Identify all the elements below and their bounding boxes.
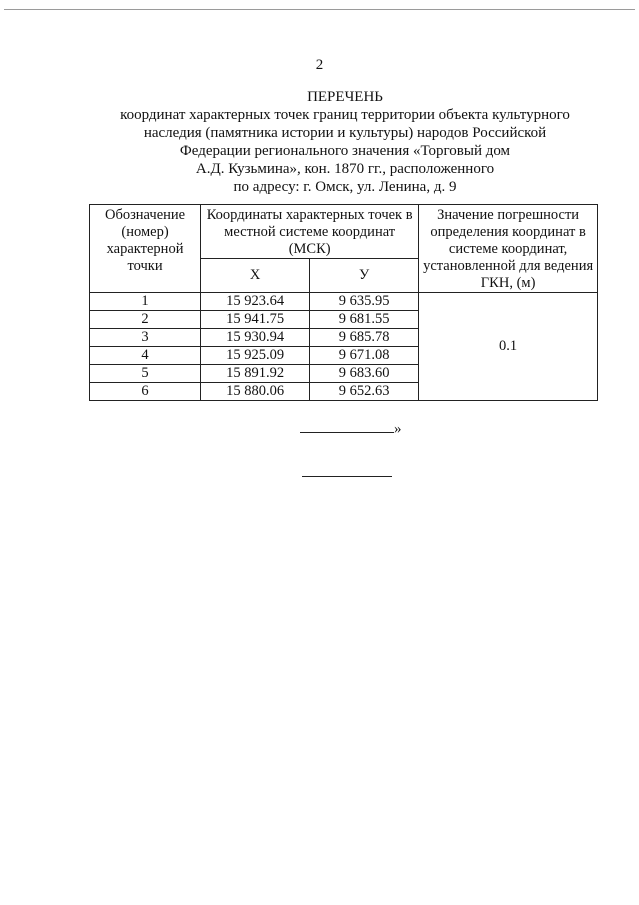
- coord-y: 9 635.95: [310, 293, 419, 311]
- point-number: 3: [90, 329, 201, 347]
- heading-title: ПЕРЕЧЕНЬ: [307, 89, 383, 105]
- table-header-row: [90, 205, 598, 259]
- document-heading: [60, 88, 630, 196]
- error-value: 0.1: [419, 293, 598, 401]
- coord-x: 15 891.92: [201, 365, 310, 383]
- header-error: Значение погрешности определения координат в системе координат, установленной для ведения ГКН, (м): [419, 205, 598, 293]
- coord-x: 15 930.94: [201, 329, 310, 347]
- end-separator-line: [302, 476, 392, 477]
- coord-x: 15 880.06: [201, 383, 310, 401]
- header-coordinates: Координаты характерных точек в местной системе координат (МСК): [201, 205, 419, 259]
- top-border-line: [4, 9, 635, 10]
- point-number: 4: [90, 347, 201, 365]
- heading-line: наследия (памятника истории и культуры) народов Российской: [143, 125, 547, 141]
- header-x: X: [201, 259, 310, 293]
- point-number: 1: [90, 293, 201, 311]
- point-number: 6: [90, 383, 201, 401]
- closing-quote: »: [394, 421, 402, 437]
- closing-underline: [300, 418, 394, 433]
- coord-y: 9 671.08: [310, 347, 419, 365]
- coord-y: 9 683.60: [310, 365, 419, 383]
- coord-x: 15 923.64: [201, 293, 310, 311]
- heading-line: Федерации регионального значения «Торговый дом: [179, 143, 511, 159]
- heading-line: А.Д. Кузьмина», кон. 1870 гг., расположенного: [195, 161, 495, 177]
- header-point-number: Обозначение (номер) характерной точки: [90, 205, 201, 293]
- table-row: [90, 293, 598, 311]
- coord-y: 9 681.55: [310, 311, 419, 329]
- heading-line: по адресу: г. Омск, ул. Ленина, д. 9: [233, 179, 457, 195]
- header-y: У: [310, 259, 419, 293]
- coord-x: 15 941.75: [201, 311, 310, 329]
- coord-x: 15 925.09: [201, 347, 310, 365]
- point-number: 2: [90, 311, 201, 329]
- closing-mark: [300, 418, 402, 438]
- coord-y: 9 652.63: [310, 383, 419, 401]
- coord-y: 9 685.78: [310, 329, 419, 347]
- point-number: 5: [90, 365, 201, 383]
- coordinates-table: [89, 204, 598, 401]
- page-number: 2: [315, 57, 324, 73]
- heading-line: координат характерных точек границ территории объекта культурного: [120, 107, 570, 123]
